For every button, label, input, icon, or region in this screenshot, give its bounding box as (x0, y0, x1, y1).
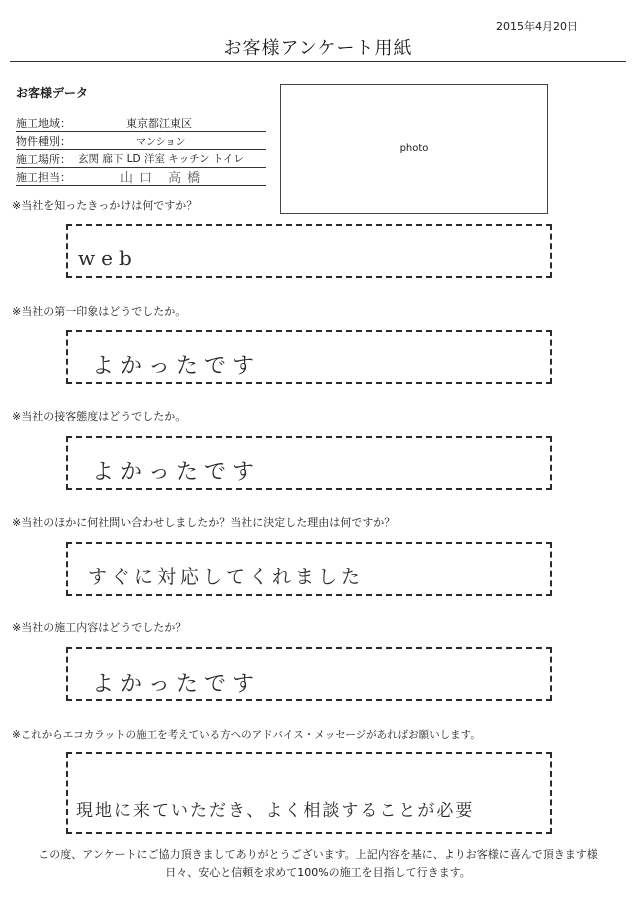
answer-2: よかったです (92, 354, 261, 379)
info-value-handwritten: 山口 高橋 (120, 171, 207, 186)
question-4: ※当社のほかに何社問い合わせしましたか？当社に決定した理由は何ですか？ (12, 516, 396, 529)
question-6: ※これからエコカラットの施工を考えている方へのアドバイス・メッセージがあればお願いします。 (12, 729, 481, 741)
document-date: 2015年4月20日 (496, 20, 578, 33)
photo-label: photo (399, 143, 429, 154)
question-2: ※当社の第一印象はどうでしたか。 (12, 305, 187, 318)
info-row-property-type (16, 131, 266, 150)
info-row-location (16, 149, 266, 168)
info-label: 施工場所： (16, 153, 71, 166)
info-row-area (16, 113, 266, 132)
footer-line-1: この度、アンケートにご協力頂きましてありがとうございます。上記内容を基に、よりお客様に喜んで頂きます様 (38, 848, 598, 861)
title-divider (10, 61, 626, 62)
info-value: 玄関 廊下 LD 洋室 キッチン トイレ (78, 153, 244, 165)
answer-6: 現地に来ていただき、よく相談することが必要 (76, 801, 475, 821)
footer-line-2: 日々、安心と信頼を求めて100%の施工を目指して行きます。 (165, 866, 471, 879)
answer-4: すぐに対応してくれました (88, 566, 365, 588)
question-3: ※当社の接客態度はどうでしたか。 (12, 410, 187, 423)
question-1: ※当社を知ったきっかけは何ですか？ (12, 199, 198, 212)
info-label: 施工担当： (16, 171, 71, 184)
customer-data-heading: お客様データ (16, 86, 89, 100)
answer-1: web (78, 246, 138, 270)
page-title: お客様アンケート用紙 (223, 38, 413, 59)
answer-box-1 (66, 224, 552, 278)
info-value: マンション (136, 137, 186, 148)
answer-5: よかったです (92, 672, 261, 697)
answer-3: よかったです (92, 460, 261, 485)
info-value: 東京都江東区 (126, 117, 192, 130)
answer-box-6 (66, 752, 552, 834)
question-5: ※当社の施工内容はどうでしたか？ (12, 621, 187, 634)
info-row-staff (16, 167, 266, 186)
info-label: 物件種別： (16, 135, 71, 148)
info-label: 施工地域： (16, 117, 71, 130)
